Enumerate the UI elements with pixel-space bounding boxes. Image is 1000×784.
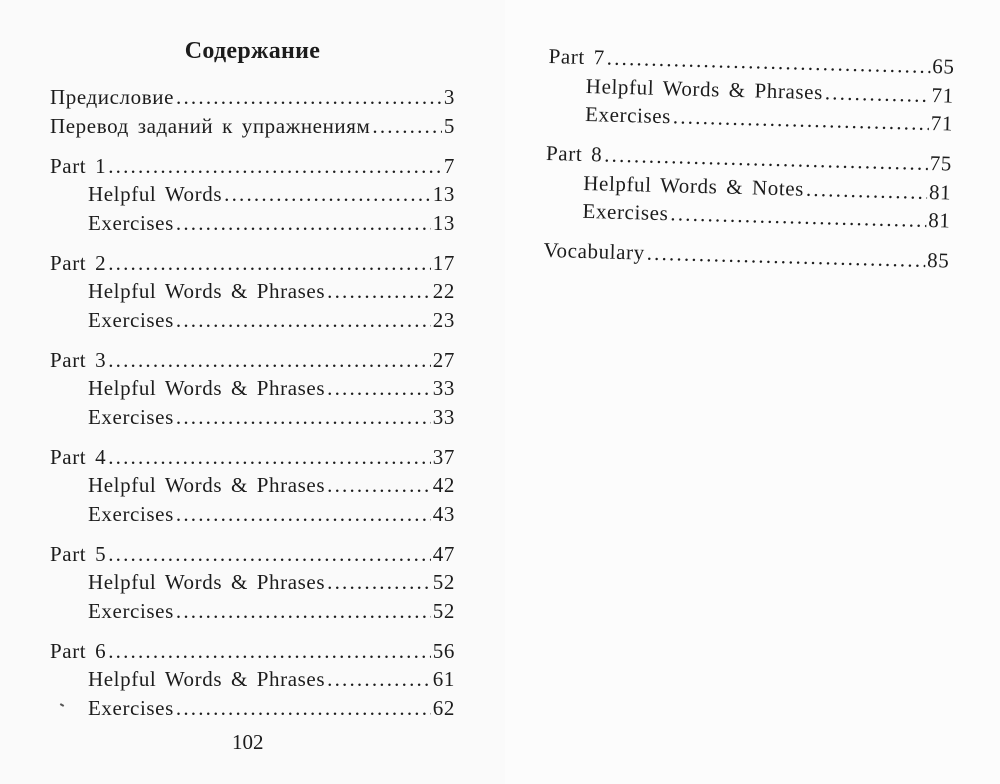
toc-entry-label: Helpful Words & Phrases: [88, 570, 326, 594]
toc-entry[interactable]: [50, 346, 455, 375]
toc-entry[interactable]: [50, 152, 455, 181]
toc-entry[interactable]: [50, 540, 455, 569]
dot-leader: [670, 199, 927, 234]
toc-group: [547, 42, 955, 138]
toc-entry-page: 65: [931, 54, 955, 79]
dot-leader: [176, 209, 431, 238]
toc-entry-page: 71: [930, 111, 954, 136]
toc-entry-page: 75: [929, 151, 953, 176]
dot-leader: [327, 665, 431, 694]
toc-subentry[interactable]: [50, 471, 455, 500]
toc-entry-label: Exercises: [88, 307, 174, 332]
toc-entry-label: Exercises: [88, 210, 174, 235]
toc-entry-page: 85: [926, 247, 950, 273]
toc-entry-label: Exercises: [582, 198, 669, 226]
toc-entry-label: Part 8: [545, 140, 603, 167]
toc-entry-label: Part 1: [50, 153, 107, 178]
toc-entry-label: Перевод заданий к упражнениям: [50, 113, 371, 138]
toc-group: [50, 637, 455, 723]
toc-entry-page: 62: [432, 695, 455, 720]
toc-entry-label: Helpful Words & Phrases: [88, 376, 326, 400]
toc-entry-label: Exercises: [88, 404, 174, 429]
toc-entry-label: Helpful Words & Notes: [583, 170, 805, 201]
toc-entry-page: 23: [432, 307, 455, 332]
toc-entry-page: 52: [432, 598, 455, 623]
toc-entry-page: 13: [432, 182, 455, 206]
dot-leader: [108, 346, 431, 375]
toc-right-column: [543, 42, 955, 275]
toc-subentry[interactable]: [50, 568, 455, 597]
dot-leader: [176, 306, 431, 335]
toc-subentry[interactable]: [50, 500, 455, 529]
toc-entry-label: Exercises: [88, 598, 174, 623]
toc-entry-page: 81: [927, 207, 951, 233]
toc-entry-page: 71: [931, 82, 955, 108]
dot-leader: [224, 180, 431, 209]
dot-leader: [176, 694, 431, 723]
dot-leader: [176, 597, 431, 626]
dot-leader: [176, 500, 431, 529]
toc-entry-label: Exercises: [584, 101, 672, 129]
toc-entry-page: 42: [432, 473, 455, 497]
toc-entry-page: 56: [432, 638, 455, 663]
toc-entry-page: 17: [432, 250, 455, 275]
dot-leader: [327, 374, 431, 403]
toc-entry-label: Helpful Words & Phrases: [585, 73, 824, 104]
contents-title: Содержание: [184, 38, 321, 64]
toc-entry[interactable]: [50, 83, 455, 112]
toc-entry-label: Part 3: [50, 347, 107, 372]
toc-entry-page: 81: [928, 179, 952, 205]
toc-subentry[interactable]: [50, 180, 455, 209]
toc-entry-page: 33: [432, 376, 455, 400]
toc-group: [50, 152, 455, 238]
toc-entry-page: 52: [432, 570, 455, 594]
dot-leader: [327, 471, 431, 500]
toc-entry-page: 43: [432, 501, 455, 526]
toc-entry-label: Helpful Words & Phrases: [88, 473, 326, 497]
toc-entry-label: Vocabulary: [543, 237, 646, 265]
toc-subentry[interactable]: [50, 374, 455, 403]
toc-entry-label: Предисловие: [50, 85, 175, 109]
toc-entry-label: Exercises: [88, 695, 174, 720]
toc-subentry[interactable]: [50, 665, 455, 694]
dot-leader: [108, 540, 431, 569]
toc-entry-label: Part 5: [50, 541, 107, 566]
toc-entry[interactable]: [50, 443, 455, 472]
dot-leader: [176, 83, 442, 112]
toc-entry-label: Part 7: [548, 43, 606, 70]
toc-entry[interactable]: [50, 637, 455, 666]
toc-entry-label: Part 4: [50, 444, 107, 469]
toc-entry-label: Exercises: [88, 501, 174, 526]
toc-group: [50, 249, 455, 335]
toc-entry[interactable]: [50, 249, 455, 278]
toc-entry[interactable]: [50, 112, 455, 141]
dot-leader: [327, 568, 431, 597]
toc-entry-page: 61: [432, 667, 455, 691]
toc-group: [50, 346, 455, 432]
page-number: 102: [232, 730, 264, 754]
toc-entry-page: 37: [432, 444, 455, 469]
toc-subentry[interactable]: [50, 694, 455, 723]
dot-leader: [108, 443, 431, 472]
toc-entry-page: 47: [432, 541, 455, 566]
dot-leader: [372, 112, 441, 141]
toc-subentry[interactable]: [50, 209, 455, 238]
toc-entry-label: Helpful Words: [88, 182, 223, 206]
dot-leader: [176, 403, 431, 432]
toc-left-column: [50, 83, 455, 722]
toc-group: [50, 443, 455, 529]
toc-entry-page: 27: [432, 347, 455, 372]
dot-leader: [108, 152, 442, 181]
toc-entry-label: Helpful Words & Phrases: [88, 667, 326, 691]
toc-entry-label: Helpful Words & Phrases: [88, 279, 326, 303]
toc-group: [50, 540, 455, 626]
toc-entry-page: 5: [443, 113, 455, 138]
toc-subentry[interactable]: [50, 277, 455, 306]
dot-leader: [327, 277, 431, 306]
dot-leader: [806, 174, 928, 206]
toc-group: [50, 83, 455, 140]
toc-entry-page: 22: [432, 279, 455, 303]
toc-entry-page: 3: [443, 85, 455, 109]
toc-subentry[interactable]: [50, 403, 455, 432]
toc-entry-label: Part 6: [50, 638, 107, 663]
toc-entry-page: 33: [432, 404, 455, 429]
toc-group: [544, 139, 952, 235]
dot-leader: [108, 637, 431, 666]
toc-subentry[interactable]: [50, 306, 455, 335]
toc-subentry[interactable]: [50, 597, 455, 626]
dot-leader: [108, 249, 431, 278]
dot-leader: [673, 102, 930, 137]
toc-entry-page: 7: [443, 153, 455, 178]
toc-entry-label: Part 2: [50, 250, 107, 275]
dot-leader: [825, 78, 930, 109]
toc-entry-page: 13: [432, 210, 455, 235]
